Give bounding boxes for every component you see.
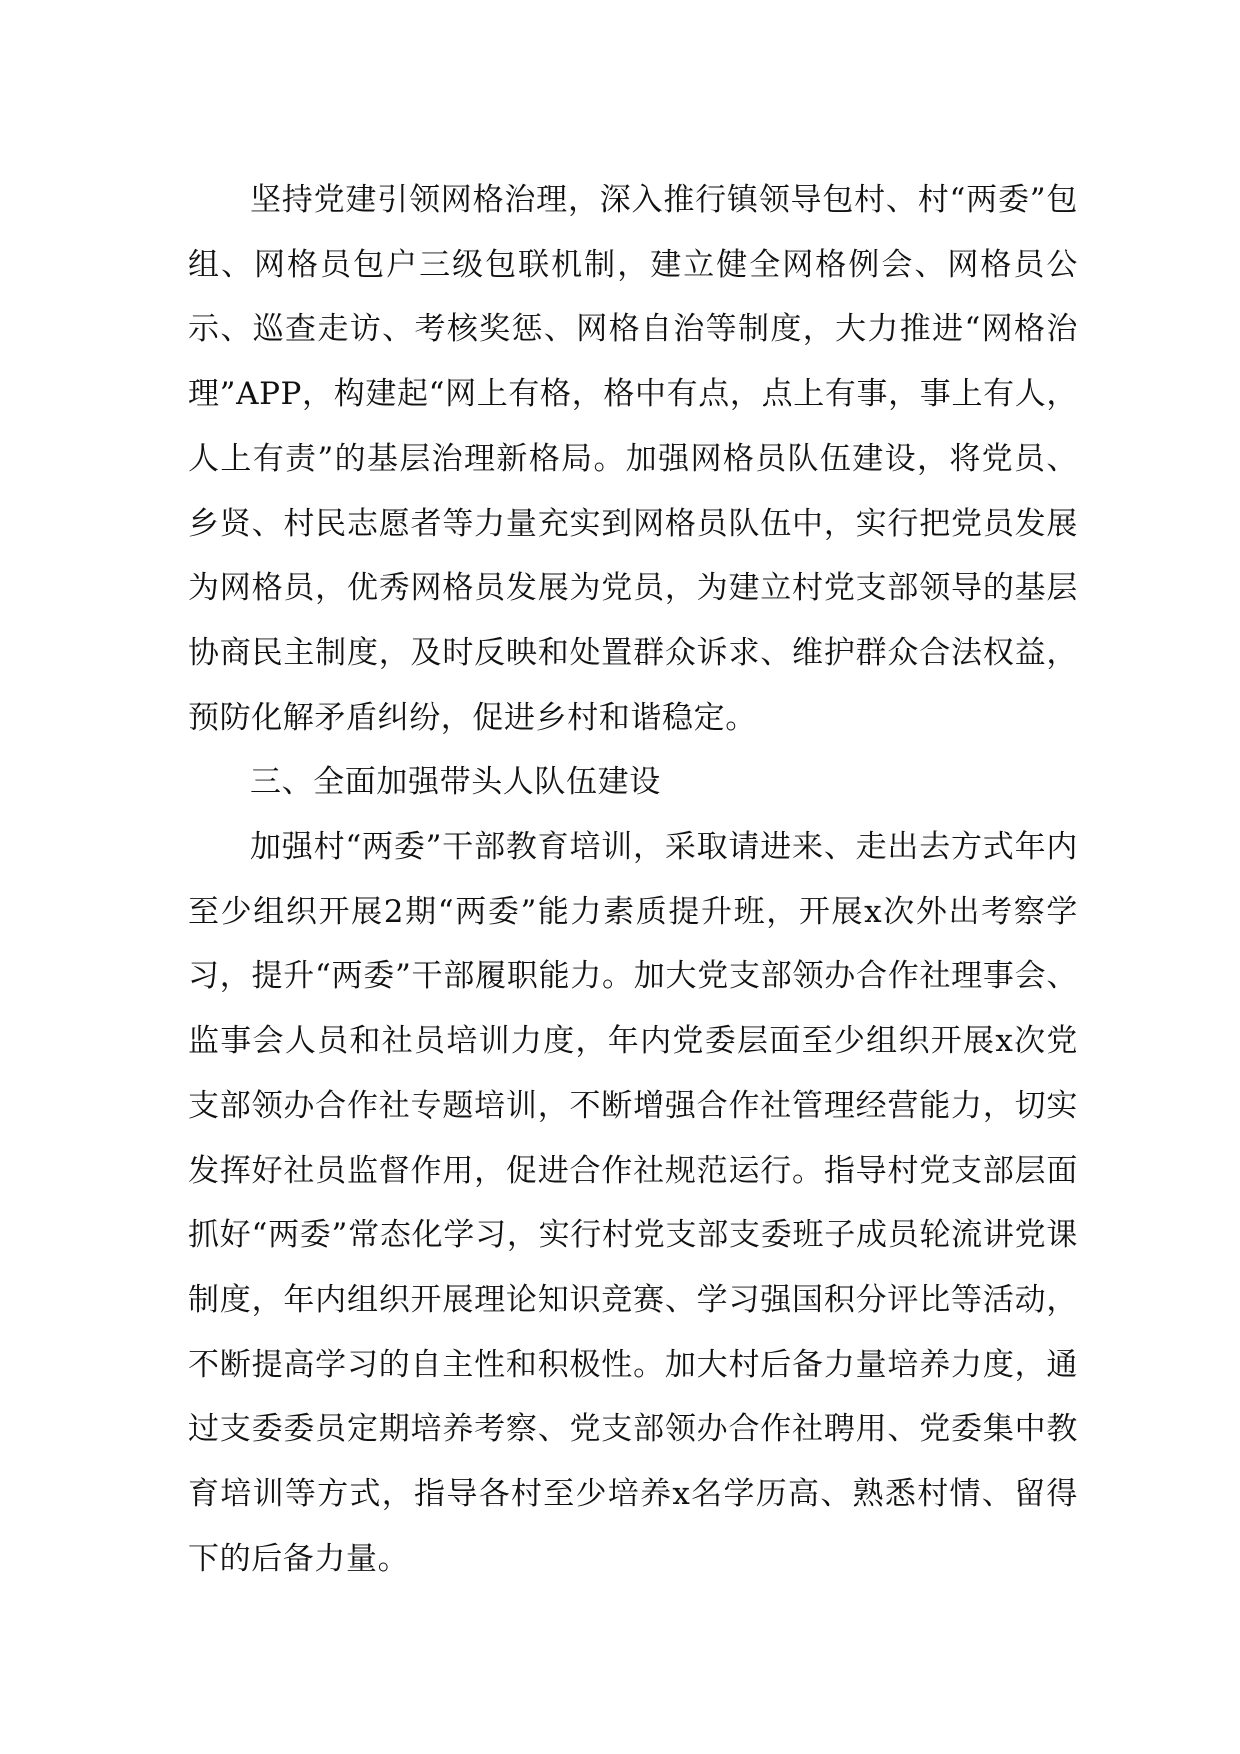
document-page <box>188 168 1078 1591</box>
section-heading: 三、全面加强带头人队伍建设 <box>250 764 661 801</box>
body-paragraph-leader-team: 加强村“两委”干部教育培训，采取请进来、走出去方式年内至少组织开展2期“两委”能力素质提升班，开展x次外出考察学习，提升“两委”干部履职能力。加大党支部领办合作社理事会、监事会人员和社员培训力度，年内党委层面至少组织开展x次党支部领办合作社专题培训，不断增强合作社管理经营能力，切实发挥好社员监督作用，促进合作社规范运行。指导村党支部层面抓好“两委”常态化学习，实行村党支部支委班子成员轮流讲党课制度，年内组织开展理论知识竞赛、学习强国积分评比等活动，不断提高学习的自主性和积极性。加大村后备力量培养力度，通过支委委员定期培养考察、党支部领办合作社聘用、党委集中教育培训等方式，指导各村至少培养x名学历高、熟悉村情、留得下的后备力量。 <box>188 829 1078 1577</box>
body-paragraph-grid-governance: 坚持党建引领网格治理，深入推行镇领导包村、村“两委”包组、网格员包户三级包联机制，建立健全网格例会、网格员公示、巡查走访、考核奖惩、网格自治等制度，大力推进“网格治理”APP，构建起“网上有格，格中有点，点上有事，事上有人，人上有责”的基层治理新格局。加强网格员队伍建设，将党员、乡贤、村民志愿者等力量充实到网格员队伍中，实行把党员发展为网格员，优秀网格员发展为党员，为建立村党支部领导的基层协商民主制度，及时反映和处置群众诉求、维护群众合法权益，预防化解矛盾纠纷，促进乡村和谐稳定。 <box>188 182 1078 736</box>
